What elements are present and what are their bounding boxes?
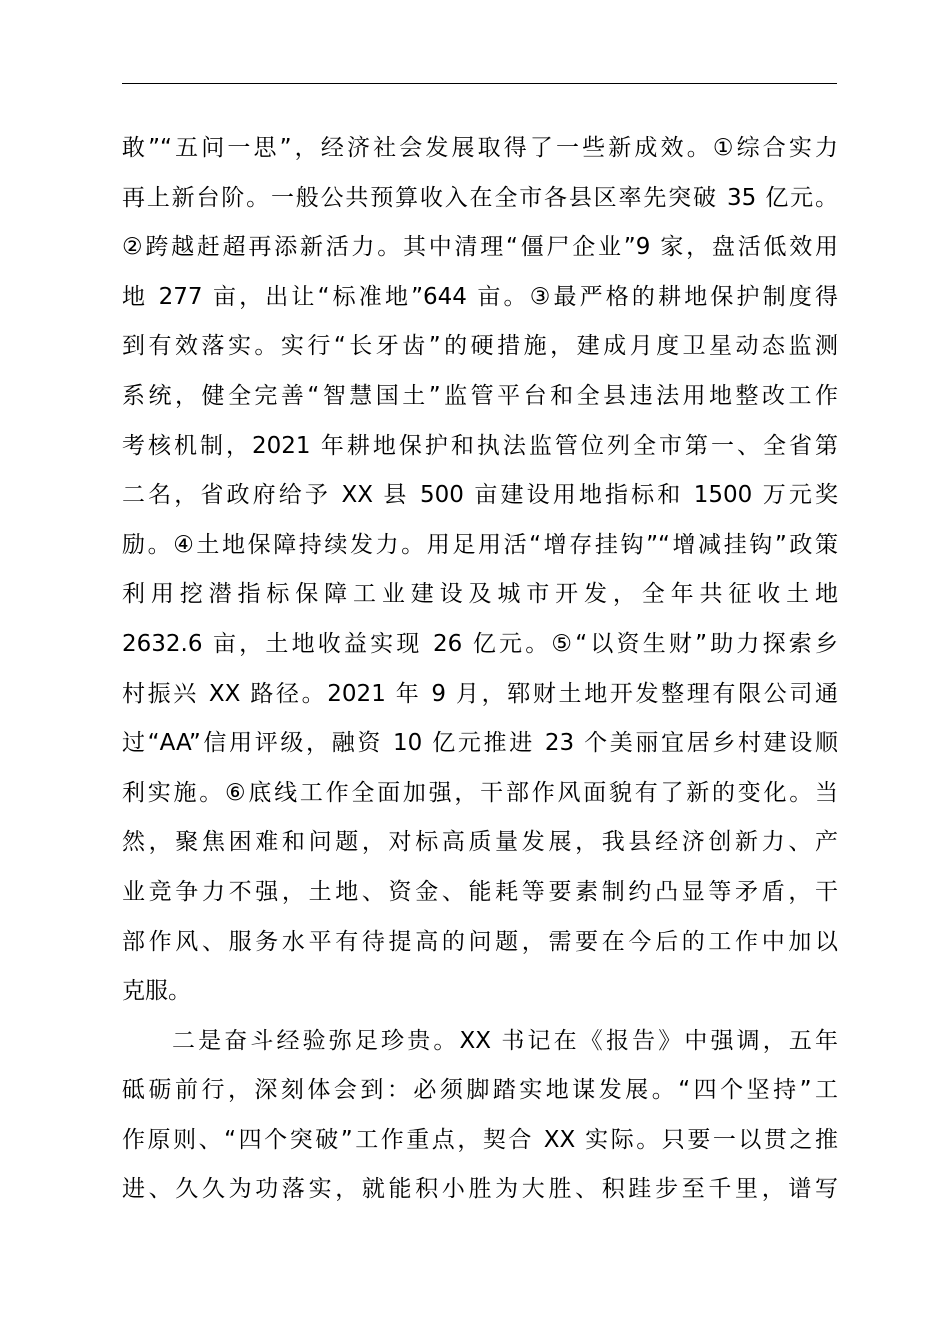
- text-line: 到有效落实。实行“长牙齿”的硬措施，建成月度卫星动态监测: [122, 333, 838, 360]
- header-rule: [122, 83, 837, 84]
- text-line: 敢”“五问一思”，经济社会发展取得了一些新成效。①综合实力: [122, 135, 838, 161]
- text-line: 系统，健全完善“智慧国土”监管平台和全县违法用地整改工作: [122, 382, 838, 409]
- document-body: [122, 124, 838, 1215]
- text-line: 考核机制，2021 年耕地保护和执法监管位列全市第一、全省第: [122, 432, 838, 459]
- text-line: 克服。: [122, 978, 191, 1005]
- text-line: ②跨越赶超再添新活力。其中清理“僵尸企业”9 家，盘活低效用: [122, 234, 838, 261]
- text-line: 利用挖潜指标保障工业建设及城市开发，全年共征收土地: [122, 581, 838, 608]
- text-line: 砥砺前行，深刻体会到：必须脚踏实地谋发展。“四个坚持”工: [122, 1077, 838, 1104]
- text-line: 地 277 亩，出让“标准地”644 亩。③最严格的耕地保护制度得: [122, 283, 838, 310]
- text-line: 再上新台阶。一般公共预算收入在全市各县区率先突破 35 亿元。: [122, 184, 838, 211]
- paragraph-first-line: 二是奋斗经验弥足珍贵。XX 书记在《报告》中强调，五年: [172, 1027, 838, 1054]
- text-line: 2632.6 亩，土地收益实现 26 亿元。⑤“以资生财”助力探索乡: [122, 630, 838, 657]
- text-line: 业竞争力不强，土地、资金、能耗等要素制约凸显等矛盾，干: [122, 878, 838, 905]
- text-line: 励。④土地保障持续发力。用足用活“增存挂钩”“增减挂钩”政策: [122, 531, 838, 558]
- text-line: 二名，省政府给予 XX 县 500 亩建设用地指标和 1500 万元奖: [122, 482, 838, 509]
- text-line: 利实施。⑥底线工作全面加强，干部作风面貌有了新的变化。当: [122, 779, 838, 806]
- text-line: 然，聚焦困难和问题，对标高质量发展，我县经济创新力、产: [122, 829, 838, 856]
- text-line: 进、久久为功落实，就能积小胜为大胜、积跬步至千里，谱写: [122, 1176, 838, 1203]
- text-line: 作原则、“四个突破”工作重点，契合 XX 实际。只要一以贯之推: [122, 1126, 838, 1153]
- text-line: 过“AA”信用评级，融资 10 亿元推进 23 个美丽宜居乡村建设顺: [122, 730, 838, 757]
- text-line: 部作风、服务水平有待提高的问题，需要在今后的工作中加以: [122, 928, 838, 955]
- text-line: 村振兴 XX 路径。2021 年 9 月，郓财土地开发整理有限公司通: [122, 680, 838, 707]
